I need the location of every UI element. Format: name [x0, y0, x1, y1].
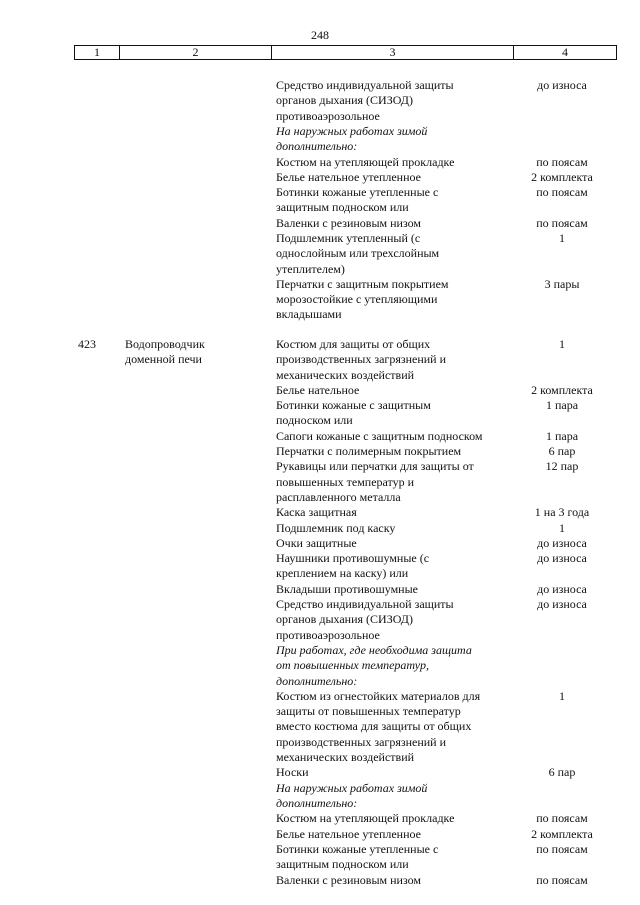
- ppe-item-name: Наушники противошумные (с креплением на каску) или: [276, 551, 430, 581]
- ppe-item-norm: 6 пар: [548, 765, 576, 780]
- ppe-item-norm: 1 пара: [545, 398, 579, 413]
- ppe-item-norm: до износа: [537, 581, 587, 596]
- page-number: 248: [311, 28, 329, 42]
- ppe-item-norm: по поясам: [536, 185, 588, 200]
- ppe-item-norm: 1: [559, 520, 565, 535]
- ppe-item-norm: 2 комплекта: [531, 169, 593, 184]
- ppe-item-name: Перчатки с полимерным покрытием: [276, 444, 462, 459]
- ppe-item-norm: 12 пар: [545, 459, 579, 474]
- ppe-item-norm: 1 на 3 года: [534, 505, 590, 520]
- ppe-item-name: Ботинки кожаные с защитным подноском или: [276, 398, 431, 428]
- column-header-2: 2: [120, 46, 272, 59]
- ppe-item-norm: 2 комплекта: [531, 826, 593, 841]
- profession-number: 423: [78, 337, 96, 351]
- ppe-item-name: Средство индивидуальной защиты органов дыхания (СИЗОД) противоаэрозольное: [276, 78, 454, 123]
- ppe-item-name: Костюм на утепляющей прокладке: [276, 811, 455, 826]
- ppe-item-norm: по поясам: [536, 841, 588, 856]
- ppe-item-name: Перчатки с защитным покрытием морозостойкие с утепляющими вкладышами: [276, 276, 449, 322]
- ppe-item-norm: 1: [559, 688, 565, 703]
- ppe-item-norm: по поясам: [536, 154, 588, 169]
- ppe-item-name: Каска защитная: [276, 505, 357, 520]
- section-note: На наружных работах зимой дополнительно:: [276, 780, 428, 810]
- ppe-item-name: Валенки с резиновым низом: [276, 215, 422, 230]
- ppe-item-norm: до износа: [537, 597, 587, 612]
- ppe-item-name: Очки защитные: [276, 535, 357, 550]
- section-note: При работах, где необходима защита от повышенных температур, дополнительно:: [276, 643, 472, 688]
- ppe-item-name: Ботинки кожаные утепленные с защитным подноском или: [276, 841, 439, 872]
- ppe-item-norm: до износа: [537, 535, 587, 550]
- column-header-3: 3: [272, 46, 514, 59]
- ppe-item-name: Белье нательное утепленное: [276, 169, 421, 184]
- column-header-4: 4: [562, 45, 568, 59]
- ppe-item-norm: 6 пар: [548, 444, 576, 459]
- ppe-item-name: Костюм на утепляющей прокладке: [276, 154, 455, 169]
- ppe-item-name: Средство индивидуальной защиты органов дыхания (СИЗОД) противоаэрозольное: [276, 597, 454, 642]
- ppe-item-norm: до износа: [537, 551, 587, 566]
- column-header-1: 1: [75, 46, 120, 59]
- ppe-item-norm: до износа: [537, 78, 587, 92]
- ppe-item-name: Вкладыши противошумные: [276, 581, 418, 596]
- ppe-item-norm: 3 пары: [544, 276, 580, 291]
- section-note: На наружных работах зимой дополнительно:: [276, 123, 428, 154]
- ppe-item-norm: 2 комплекта: [531, 382, 593, 397]
- table-header: [74, 45, 617, 60]
- ppe-item-name: Носки: [276, 765, 309, 780]
- ppe-item-name: Валенки с резиновым низом: [276, 872, 422, 887]
- ppe-item-norm: 1: [559, 231, 565, 245]
- ppe-item-norm: 1: [559, 337, 565, 351]
- ppe-item-norm: по поясам: [536, 811, 588, 826]
- ppe-item-name: Белье нательное: [276, 382, 360, 397]
- ppe-item-name: Костюм из огнестойких материалов для защиты от повышенных температур вместо костюма для защиты от общих производственных загрязнений и механических воздействий: [276, 688, 481, 765]
- ppe-item-norm: по поясам: [536, 872, 588, 887]
- ppe-item-name: Сапоги кожаные с защитным подноском: [276, 428, 483, 443]
- ppe-item-name: Костюм для защиты от общих производственных загрязнений и механических воздействий: [276, 337, 447, 382]
- ppe-item-name: Белье нательное утепленное: [276, 826, 421, 841]
- ppe-item-name: Подшлемник утепленный (с однослойным или трехслойным утеплителем): [276, 231, 440, 276]
- ppe-item-name: Рукавицы или перчатки для защиты от повышенных температур и расплавленного металла: [276, 459, 474, 504]
- ppe-item-norm: 1 пара: [545, 428, 579, 443]
- ppe-item-name: Ботинки кожаные утепленные с защитным подноском или: [276, 185, 439, 215]
- profession-name: Водопроводчик доменной печи: [125, 337, 205, 367]
- ppe-item-norm: по поясам: [536, 215, 588, 230]
- ppe-item-name: Подшлемник под каску: [276, 520, 396, 535]
